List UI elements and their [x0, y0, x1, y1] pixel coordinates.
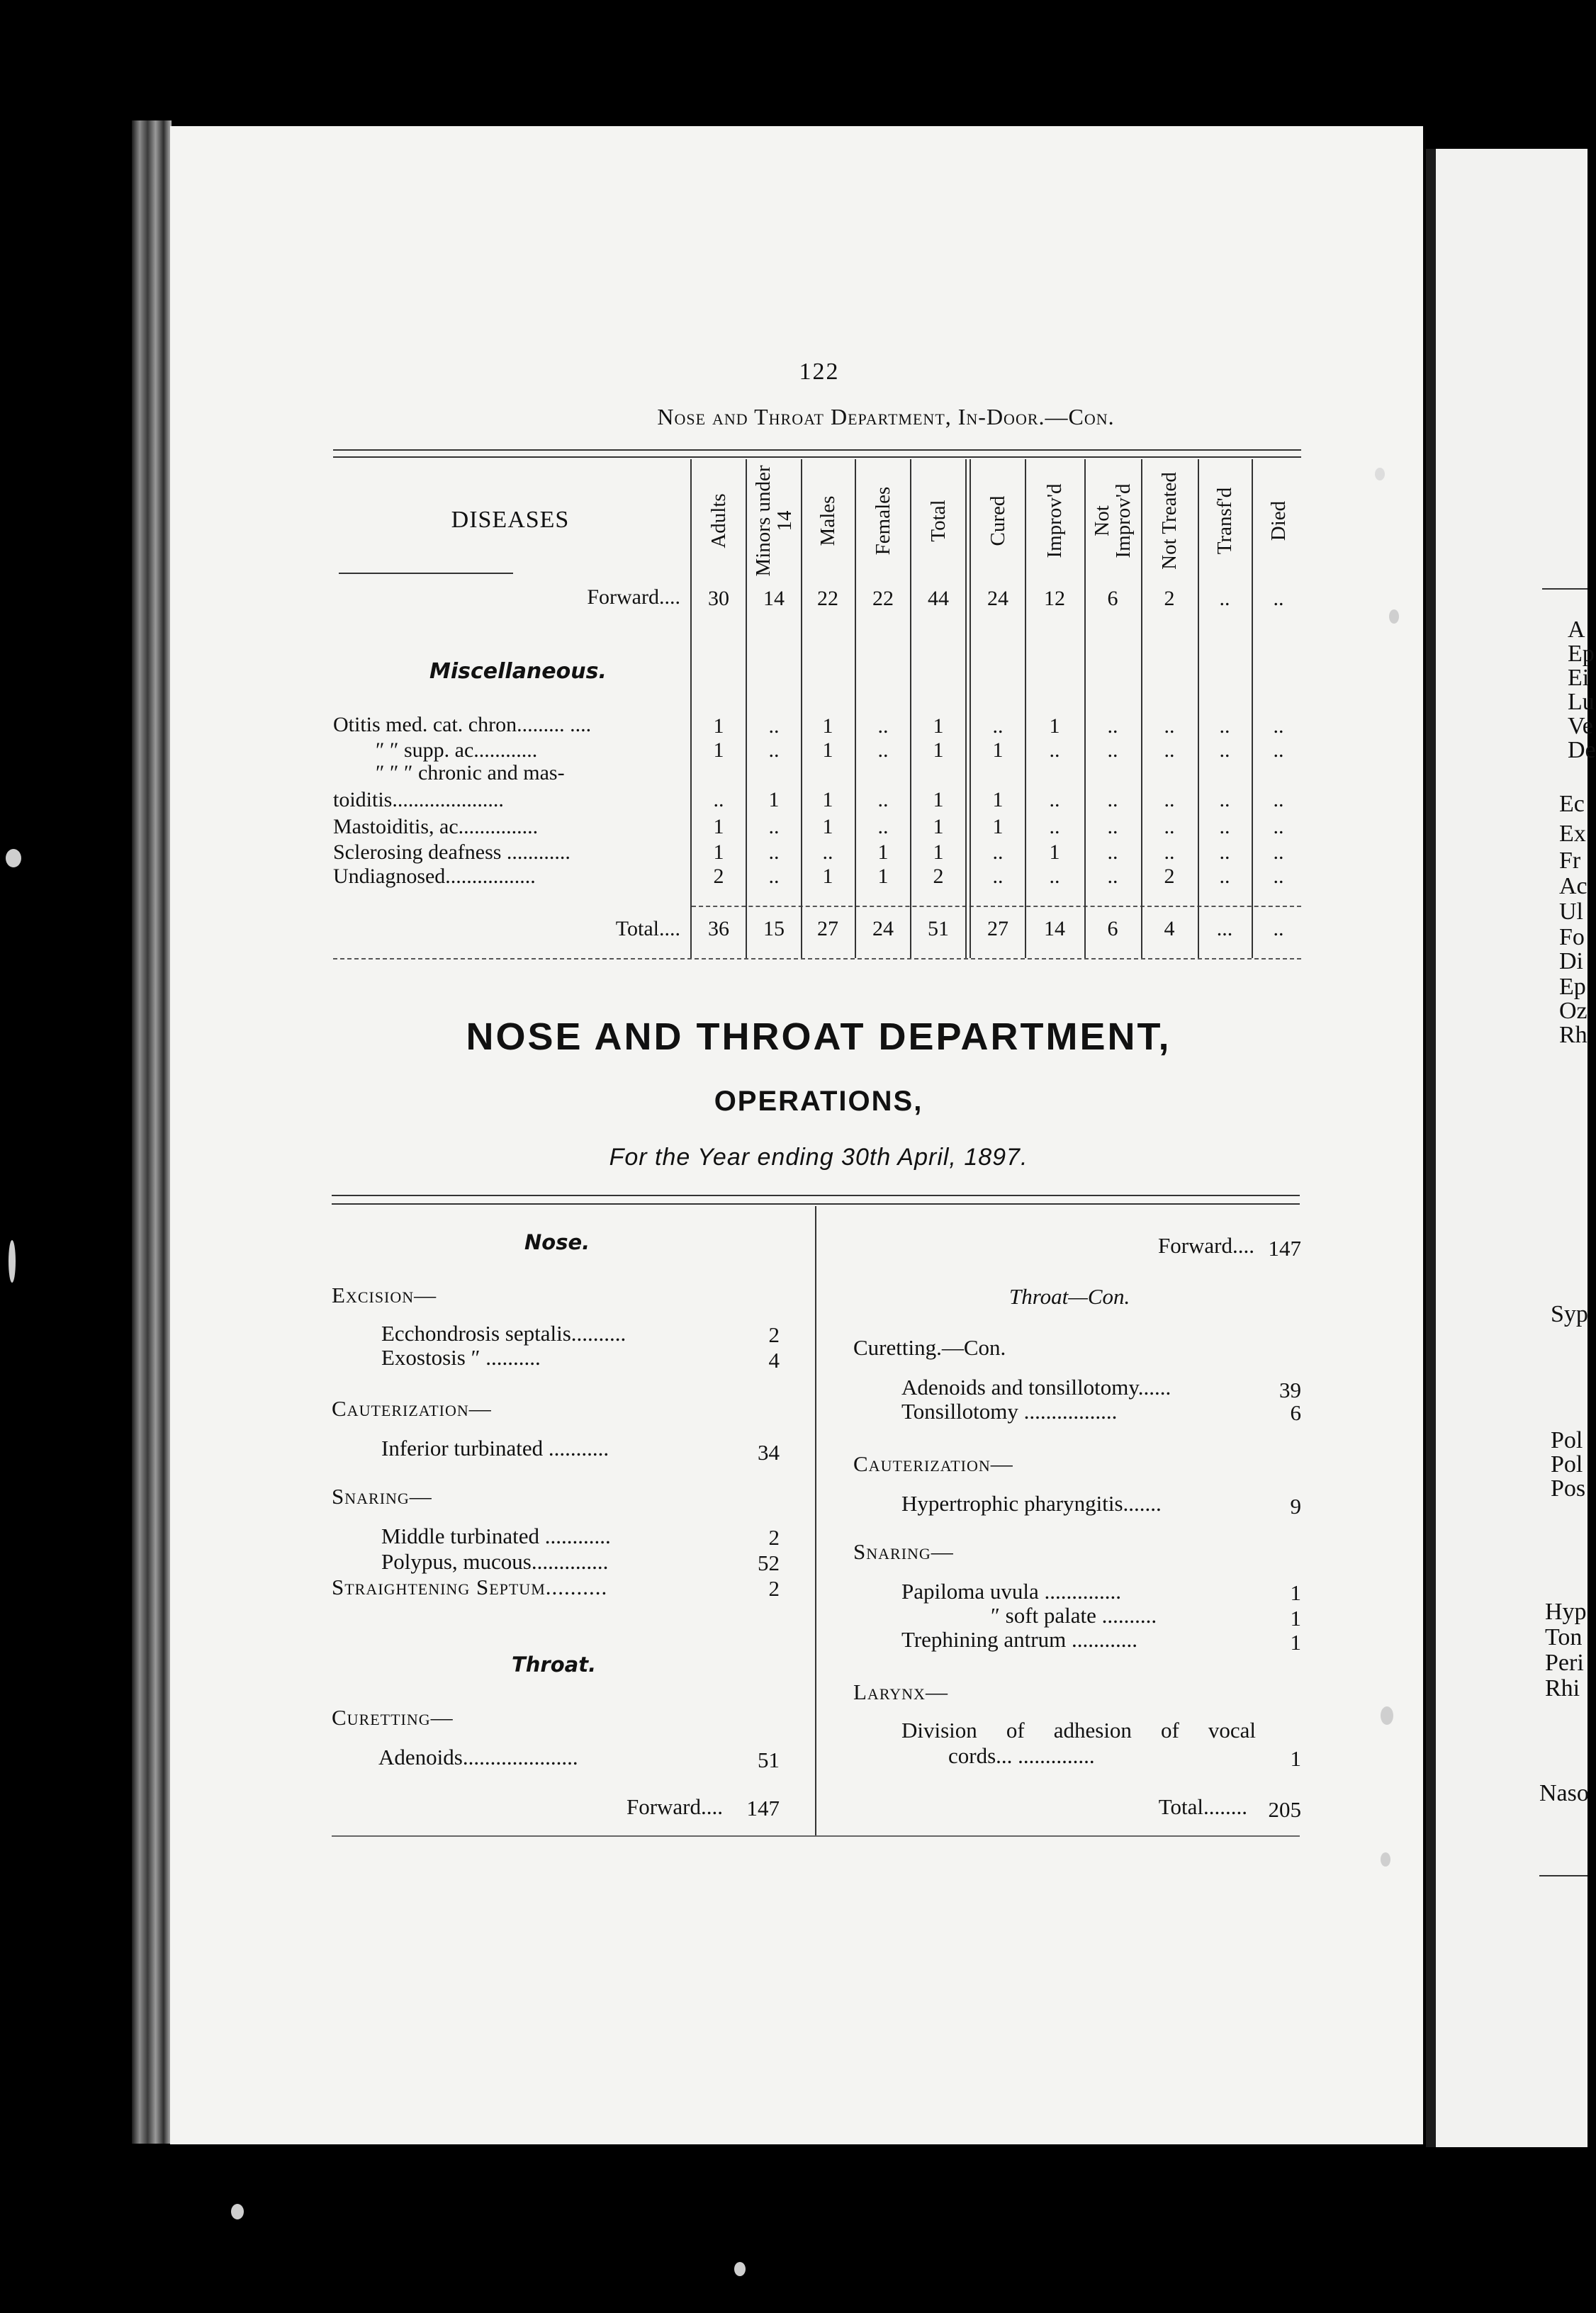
total-rule	[692, 906, 1301, 907]
disease-label: Sclerosing deafness ............	[333, 840, 571, 864]
table-top-rule-2	[333, 456, 1301, 458]
disease-row-cell: ..	[1164, 788, 1175, 811]
disease-row-cell: 1	[933, 738, 944, 762]
disease-row-cell: ..	[1049, 815, 1060, 838]
scan-speck	[734, 2262, 746, 2276]
curetting-con-heading: Curetting.—Con.	[853, 1335, 1006, 1360]
facing-fragment: Ac	[1559, 873, 1587, 899]
disease-row-cell: 1	[822, 738, 833, 762]
disease-row-cell: ..	[1164, 714, 1175, 738]
year-line: For the Year ending 30th April, 1897.	[609, 1144, 1028, 1171]
op-adenoids-tonsillotomy: Adenoids and tonsillotomy......	[901, 1375, 1171, 1400]
disease-label: Mastoiditis, ac...............	[333, 815, 539, 838]
disease-row-cell: 1	[822, 815, 833, 838]
disease-row-cell: 1	[877, 865, 889, 888]
total-cell: 6	[1107, 917, 1118, 940]
disease-row-cell: ..	[1164, 840, 1175, 864]
disease-row-cell: ..	[768, 840, 780, 864]
op-polypus-count: 52	[758, 1551, 780, 1575]
scan-speck	[1389, 609, 1399, 624]
facing-rule	[1539, 1875, 1587, 1876]
scan-speck	[1381, 1706, 1393, 1725]
facing-fragment: Oz	[1559, 998, 1587, 1024]
facing-fragment: Lu	[1568, 689, 1595, 715]
total-cell: ..	[1273, 917, 1284, 940]
facing-fragment: Fo	[1559, 924, 1585, 950]
operations-bottom-rule	[332, 1835, 1300, 1837]
total-cell: ...	[1216, 917, 1233, 940]
diseases-header: DISEASES	[451, 507, 570, 533]
op-ecchondrosis: Ecchondrosis septalis..........	[381, 1321, 626, 1346]
disease-label: ″ ″ ″ chronic and mas-	[376, 761, 565, 784]
disease-row-cell: 1	[933, 788, 944, 811]
disease-row-cell: 1	[933, 840, 944, 864]
disease-row-cell: ..	[1164, 738, 1175, 762]
op-polypus: Polypus, mucous..............	[381, 1549, 609, 1574]
op-tonsillotomy: Tonsillotomy .................	[901, 1399, 1118, 1424]
disease-row-cell: ..	[1219, 815, 1230, 838]
op-inferior-turbinated: Inferior turbinated ...........	[381, 1436, 609, 1461]
op-straightening-septum: Straightening Septum..........	[332, 1575, 608, 1599]
disease-row-cell: 1	[822, 714, 833, 738]
column-rule	[1084, 459, 1086, 958]
facing-fragment: A	[1568, 617, 1585, 643]
table-bottom-rule	[333, 958, 1301, 959]
scan-speck	[1375, 468, 1385, 480]
section-heading-miscellaneous: Miscellaneous.	[429, 659, 607, 684]
facing-fragment: Peri	[1545, 1650, 1584, 1676]
disease-label: toiditis.....................	[333, 788, 504, 811]
facing-fragment: Syp	[1551, 1301, 1588, 1327]
column-rule-double	[970, 459, 971, 958]
curetting-heading: Curetting—	[332, 1705, 454, 1730]
forward-cell: 6	[1107, 587, 1118, 610]
op-tonsillotomy-count: 6	[1290, 1400, 1301, 1425]
column-rule	[690, 459, 692, 958]
disease-row-cell: 1	[1049, 714, 1060, 738]
op-soft-palate-count: 1	[1290, 1606, 1301, 1631]
disease-row-cell: ..	[1107, 815, 1118, 838]
disease-row-cell: 1	[933, 815, 944, 838]
op-middle-turbinated: Middle turbinated ............	[381, 1524, 611, 1548]
op-middle-turbinated-count: 2	[768, 1525, 780, 1550]
larynx-heading: Larynx—	[853, 1679, 948, 1704]
column-rule	[910, 459, 911, 958]
diseases-underline	[339, 573, 513, 574]
facing-fragment: Ex	[1559, 821, 1586, 847]
scan-speck	[9, 1240, 16, 1283]
forward-cell: ..	[1219, 587, 1230, 610]
disease-row-cell: ..	[1049, 738, 1060, 762]
disease-row-cell: ..	[992, 840, 1004, 864]
op-papiloma-uvula-count: 1	[1290, 1580, 1301, 1605]
op-exostosis-count: 4	[768, 1348, 780, 1373]
facing-fragment: Pol	[1551, 1451, 1583, 1478]
column-rule	[801, 459, 802, 958]
throat-heading: Throat.	[512, 1653, 597, 1677]
forward-cell: 24	[987, 587, 1008, 610]
left-forward-label: Forward....	[626, 1794, 723, 1819]
op-adenoids-tonsillotomy-count: 39	[1279, 1378, 1301, 1402]
disease-row-cell: ..	[768, 738, 780, 762]
forward-cell: 14	[763, 587, 785, 610]
total-cell: 15	[763, 917, 785, 940]
disease-row-cell: 1	[713, 815, 724, 838]
facing-fragment: Ve	[1568, 713, 1593, 739]
scan-speck	[231, 2204, 244, 2219]
column-rule	[1141, 459, 1142, 958]
disease-row-cell: ..	[877, 788, 889, 811]
forward-cell: 30	[708, 587, 729, 610]
disease-row-cell: ..	[877, 738, 889, 762]
disease-row-cell: ..	[1273, 788, 1284, 811]
disease-row-cell: ..	[768, 714, 780, 738]
facing-fragment: Ec	[1559, 791, 1585, 817]
facing-fragment: Pos	[1551, 1475, 1586, 1502]
disease-row-cell: ..	[1219, 738, 1230, 762]
total-cell: 27	[817, 917, 838, 940]
total-cell: 27	[987, 917, 1008, 940]
disease-row-cell: ..	[1273, 815, 1284, 838]
disease-row-cell: 1	[992, 738, 1004, 762]
snaring-heading: Snaring—	[332, 1484, 432, 1509]
op-adenoids-count: 51	[758, 1748, 780, 1772]
total-cell: 51	[928, 917, 949, 940]
column-rule	[746, 459, 747, 958]
disease-row-cell: 2	[933, 865, 944, 888]
op-papiloma-uvula: Papiloma uvula ..............	[901, 1579, 1121, 1604]
disease-label: ″ ″ supp. ac............	[376, 738, 538, 762]
disease-row-cell: ..	[768, 865, 780, 888]
disease-row-cell: ..	[1049, 788, 1060, 811]
running-head: Nose and Throat Department, In-Door.—Con.	[657, 404, 1115, 429]
facing-page-gutter	[1426, 149, 1436, 2147]
total-label: Total....	[615, 917, 680, 940]
op-trephining-antrum: Trephining antrum ............	[901, 1627, 1137, 1652]
op-straightening-septum-count: 2	[768, 1576, 780, 1601]
disease-row-cell: ..	[992, 714, 1004, 738]
disease-label: Otitis med. cat. chron......... ....	[333, 713, 592, 736]
op-adenoids: Adenoids.....................	[378, 1745, 578, 1769]
disease-label: Undiagnosed.................	[333, 865, 536, 888]
disease-row-cell: 1	[992, 815, 1004, 838]
cauterization-heading: Cauterization—	[332, 1396, 492, 1421]
disease-row-cell: ..	[1164, 815, 1175, 838]
forward-cell: 12	[1044, 587, 1065, 610]
op-division-adhesion: Division of adhesion of vocal	[901, 1718, 1256, 1743]
forward-cell: 22	[872, 587, 894, 610]
op-hypertrophic-pharyngitis: Hypertrophic pharyngitis.......	[901, 1491, 1162, 1516]
op-soft-palate: ″ soft palate ..........	[991, 1603, 1157, 1628]
scan-speck	[1381, 1852, 1390, 1867]
disease-row-cell: ..	[877, 815, 889, 838]
facing-fragment: Ton	[1545, 1624, 1583, 1650]
throat-con-heading: Throat—Con.	[1009, 1284, 1130, 1309]
disease-row-cell: 1	[768, 788, 780, 811]
disease-row-cell: 2	[713, 865, 724, 888]
column-rule	[1198, 459, 1199, 958]
disease-row-cell: ..	[1219, 840, 1230, 864]
left-forward-count: 147	[746, 1796, 780, 1820]
excision-heading: Excision—	[332, 1283, 437, 1307]
disease-row-cell: 2	[1164, 865, 1175, 888]
disease-row-cell: 1	[713, 714, 724, 738]
total-cell: 14	[1044, 917, 1065, 940]
disease-row-cell: 1	[933, 714, 944, 738]
facing-fragment: Di	[1559, 948, 1583, 974]
right-cauterization-heading: Cauterization—	[853, 1451, 1013, 1476]
facing-fragment: Ei	[1568, 665, 1590, 691]
page-number: 122	[799, 359, 840, 385]
nose-heading: Nose.	[524, 1230, 590, 1254]
right-total-label: Total........	[1158, 1794, 1247, 1819]
disease-row-cell: ..	[1049, 865, 1060, 888]
operations-column-divider	[815, 1206, 816, 1835]
disease-row-cell: ..	[713, 788, 724, 811]
right-forward-label: Forward....	[1157, 1233, 1254, 1258]
operations-top-rule-2	[332, 1203, 1300, 1205]
book-spine-edge	[132, 120, 172, 2144]
disease-row-cell: ..	[1219, 865, 1230, 888]
facing-fragment: Ep	[1568, 641, 1595, 667]
op-trephining-antrum-count: 1	[1290, 1630, 1301, 1655]
facing-fragment: Fr	[1559, 848, 1581, 874]
right-forward-count: 147	[1268, 1236, 1301, 1261]
facing-page	[1426, 149, 1590, 2147]
disease-row-cell: ..	[1107, 840, 1118, 864]
disease-row-cell: ..	[822, 840, 833, 864]
total-cell: 4	[1164, 917, 1175, 940]
disease-row-cell: ..	[1219, 714, 1230, 738]
op-exostosis: Exostosis ″ ..........	[381, 1345, 541, 1370]
disease-row-cell: ..	[1273, 714, 1284, 738]
scan-speck	[6, 849, 21, 867]
right-total-count: 205	[1268, 1797, 1301, 1822]
disease-row-cell: ..	[1107, 865, 1118, 888]
facing-fragment: De	[1568, 737, 1596, 763]
right-snaring-heading: Snaring—	[853, 1539, 954, 1564]
facing-fragment: Naso	[1539, 1780, 1589, 1806]
disease-row-cell: ..	[1107, 788, 1118, 811]
disease-row-cell: 1	[992, 788, 1004, 811]
department-title: NOSE AND THROAT DEPARTMENT,	[466, 1015, 1171, 1058]
disease-row-cell: ..	[768, 815, 780, 838]
operations-top-rule	[332, 1195, 1300, 1196]
facing-fragment: Rh	[1559, 1022, 1587, 1048]
table-top-rule	[333, 449, 1301, 451]
total-cell: 36	[708, 917, 729, 940]
disease-row-cell: ..	[1273, 865, 1284, 888]
disease-row-cell: ..	[992, 865, 1004, 888]
op-hypertrophic-pharyngitis-count: 9	[1290, 1494, 1301, 1519]
forward-label: Forward....	[587, 585, 680, 609]
facing-fragment: Ul	[1559, 899, 1583, 925]
disease-row-cell: 1	[822, 788, 833, 811]
disease-row-cell: 1	[877, 840, 889, 864]
op-division-adhesion-cont: cords... ..............	[948, 1743, 1095, 1768]
disease-row-cell: ..	[877, 714, 889, 738]
facing-fragment: Rhi	[1545, 1675, 1580, 1701]
column-rule	[1252, 459, 1253, 958]
disease-row-cell: 1	[822, 865, 833, 888]
facing-fragment: Hyp	[1545, 1599, 1587, 1625]
disease-row-cell: 1	[713, 738, 724, 762]
facing-fragment: Ep	[1559, 974, 1586, 1000]
operations-subtitle: OPERATIONS,	[714, 1086, 923, 1117]
disease-row-cell: 1	[1049, 840, 1060, 864]
disease-row-cell: ..	[1273, 738, 1284, 762]
column-rule	[855, 459, 856, 958]
op-inferior-turbinated-count: 34	[758, 1440, 780, 1465]
disease-row-cell: ..	[1107, 714, 1118, 738]
forward-cell: 44	[928, 587, 949, 610]
column-rule	[1025, 459, 1026, 958]
column-rule	[965, 459, 967, 958]
facing-rule	[1542, 588, 1587, 590]
disease-row-cell: ..	[1273, 840, 1284, 864]
op-division-adhesion-count: 1	[1290, 1746, 1301, 1771]
forward-cell: 22	[817, 587, 838, 610]
op-ecchondrosis-count: 2	[768, 1322, 780, 1347]
disease-row-cell: ..	[1219, 788, 1230, 811]
forward-cell: ..	[1273, 587, 1284, 610]
disease-row-cell: 1	[713, 840, 724, 864]
total-cell: 24	[872, 917, 894, 940]
forward-cell: 2	[1164, 587, 1175, 610]
disease-row-cell: ..	[1107, 738, 1118, 762]
facing-fragment: Pol	[1551, 1427, 1583, 1453]
